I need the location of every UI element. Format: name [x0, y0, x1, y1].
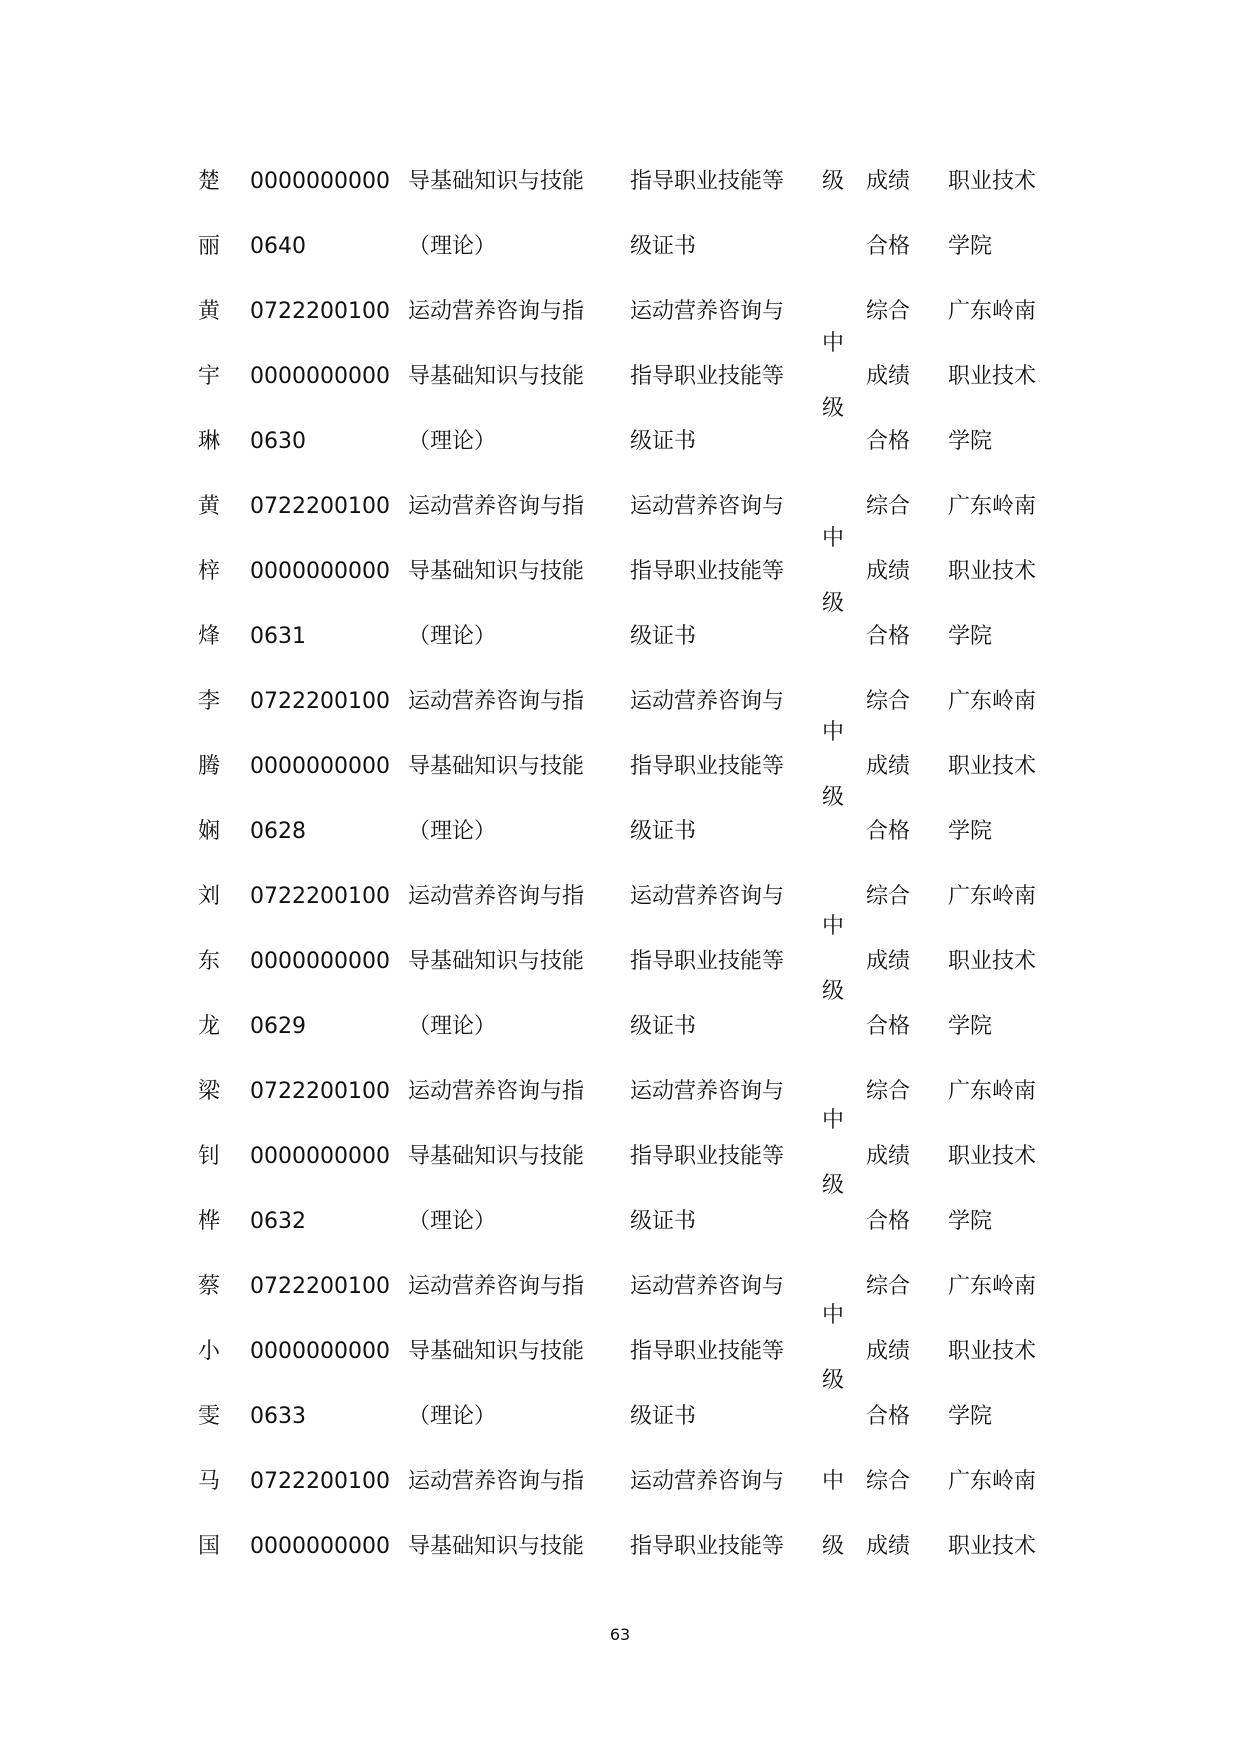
cell-module-name: （理论）	[408, 1014, 497, 1039]
cell-result: 合格	[866, 624, 911, 649]
cell-school: 学院	[948, 1014, 993, 1039]
cell-code: 0633	[250, 1404, 306, 1429]
cell-result: 合格	[866, 429, 911, 454]
cell-module-name: 导基础知识与技能	[408, 1534, 585, 1559]
cell-name-char: 梁	[198, 1079, 221, 1104]
cell-name-char: 桦	[198, 1209, 221, 1234]
cell-school: 职业技术	[948, 169, 1037, 194]
cell-code: 0000000000	[250, 1339, 390, 1364]
cell-name-char: 小	[198, 1339, 221, 1364]
cell-name-char: 宇	[198, 364, 221, 389]
cell-certificate-name: 运动营养咨询与	[630, 884, 785, 909]
cell-level: 级	[822, 396, 845, 421]
cell-certificate-name: 级证书	[630, 429, 697, 454]
cell-result: 综合	[866, 884, 911, 909]
cell-result: 综合	[866, 1469, 911, 1494]
cell-result: 合格	[866, 1209, 911, 1234]
cell-level: 中	[822, 1469, 845, 1494]
cell-result: 综合	[866, 1079, 911, 1104]
cell-result: 成绩	[866, 1144, 911, 1169]
cell-module-name: 导基础知识与技能	[408, 949, 585, 974]
cell-name-char: 黄	[198, 299, 221, 324]
cell-level: 中	[822, 526, 845, 551]
cell-school: 学院	[948, 819, 993, 844]
cell-school: 职业技术	[948, 754, 1037, 779]
cell-name-char: 李	[198, 689, 221, 714]
cell-module-name: （理论）	[408, 234, 497, 259]
cell-name-char: 丽	[198, 234, 221, 259]
cell-name-char: 雯	[198, 1404, 221, 1429]
cell-result: 成绩	[866, 1339, 911, 1364]
cell-module-name: 导基础知识与技能	[408, 559, 585, 584]
cell-school: 学院	[948, 624, 993, 649]
cell-code: 0000000000	[250, 754, 390, 779]
cell-name-char: 国	[198, 1534, 221, 1559]
cell-module-name: 导基础知识与技能	[408, 1144, 585, 1169]
cell-certificate-name: 指导职业技能等	[630, 949, 785, 974]
cell-result: 合格	[866, 819, 911, 844]
cell-name-char: 娴	[198, 819, 221, 844]
cell-certificate-name: 运动营养咨询与	[630, 1079, 785, 1104]
cell-result: 成绩	[866, 754, 911, 779]
cell-module-name: （理论）	[408, 819, 497, 844]
cell-name-char: 龙	[198, 1014, 221, 1039]
cell-name-char: 东	[198, 949, 221, 974]
cell-module-name: 运动营养咨询与指	[408, 1469, 585, 1494]
cell-certificate-name: 指导职业技能等	[630, 1339, 785, 1364]
cell-code: 0000000000	[250, 169, 390, 194]
cell-school: 职业技术	[948, 559, 1037, 584]
cell-result: 成绩	[866, 169, 911, 194]
cell-code: 0000000000	[250, 559, 390, 584]
cell-module-name: 导基础知识与技能	[408, 364, 585, 389]
cell-code: 0722200100	[250, 1079, 390, 1104]
cell-certificate-name: 指导职业技能等	[630, 754, 785, 779]
cell-certificate-name: 级证书	[630, 1209, 697, 1234]
cell-result: 综合	[866, 1274, 911, 1299]
cell-result: 合格	[866, 1014, 911, 1039]
cell-school: 职业技术	[948, 1339, 1037, 1364]
cell-school: 职业技术	[948, 949, 1037, 974]
cell-name-char: 楚	[198, 169, 221, 194]
cell-module-name: 导基础知识与技能	[408, 169, 585, 194]
cell-level: 级	[822, 591, 845, 616]
cell-name-char: 腾	[198, 754, 221, 779]
cell-result: 合格	[866, 1404, 911, 1429]
cell-certificate-name: 指导职业技能等	[630, 1534, 785, 1559]
cell-school: 广东岭南	[948, 299, 1037, 324]
cell-school: 广东岭南	[948, 1469, 1037, 1494]
cell-module-name: 导基础知识与技能	[408, 1339, 585, 1364]
cell-code: 0640	[250, 234, 306, 259]
cell-certificate-name: 级证书	[630, 624, 697, 649]
cell-result: 综合	[866, 299, 911, 324]
cell-module-name: 运动营养咨询与指	[408, 299, 585, 324]
cell-module-name: 运动营养咨询与指	[408, 884, 585, 909]
cell-level: 中	[822, 1108, 845, 1133]
cell-school: 学院	[948, 1209, 993, 1234]
cell-school: 广东岭南	[948, 494, 1037, 519]
cell-result: 综合	[866, 689, 911, 714]
cell-certificate-name: 运动营养咨询与	[630, 689, 785, 714]
cell-name-char: 琳	[198, 429, 221, 454]
cell-module-name: （理论）	[408, 624, 497, 649]
cell-level: 中	[822, 1303, 845, 1328]
cell-name-char: 黄	[198, 494, 221, 519]
cell-code: 0630	[250, 429, 306, 454]
cell-result: 综合	[866, 494, 911, 519]
cell-name-char: 刘	[198, 884, 221, 909]
cell-certificate-name: 级证书	[630, 234, 697, 259]
cell-certificate-name: 运动营养咨询与	[630, 299, 785, 324]
cell-level: 级	[822, 979, 845, 1004]
cell-school: 广东岭南	[948, 689, 1037, 714]
cell-level: 级	[822, 785, 845, 810]
cell-code: 0722200100	[250, 1469, 390, 1494]
cell-level: 级	[822, 1368, 845, 1393]
cell-code: 0632	[250, 1209, 306, 1234]
cell-school: 广东岭南	[948, 1079, 1037, 1104]
cell-result: 成绩	[866, 1534, 911, 1559]
cell-certificate-name: 指导职业技能等	[630, 1144, 785, 1169]
cell-result: 成绩	[866, 364, 911, 389]
cell-module-name: 运动营养咨询与指	[408, 1274, 585, 1299]
cell-result: 成绩	[866, 949, 911, 974]
cell-level: 级	[822, 169, 845, 194]
cell-code: 0000000000	[250, 1144, 390, 1169]
cell-code: 0722200100	[250, 689, 390, 714]
cell-module-name: 运动营养咨询与指	[408, 689, 585, 714]
cell-code: 0722200100	[250, 1274, 390, 1299]
cell-name-char: 钊	[198, 1144, 221, 1169]
cell-school: 职业技术	[948, 364, 1037, 389]
cell-code: 0000000000	[250, 949, 390, 974]
cell-name-char: 梓	[198, 559, 221, 584]
cell-code: 0629	[250, 1014, 306, 1039]
cell-result: 成绩	[866, 559, 911, 584]
cell-code: 0000000000	[250, 364, 390, 389]
cell-code: 0722200100	[250, 884, 390, 909]
cell-school: 学院	[948, 234, 993, 259]
cell-module-name: （理论）	[408, 429, 497, 454]
cell-code: 0628	[250, 819, 306, 844]
cell-school: 职业技术	[948, 1534, 1037, 1559]
cell-module-name: 导基础知识与技能	[408, 754, 585, 779]
cell-result: 合格	[866, 234, 911, 259]
cell-module-name: 运动营养咨询与指	[408, 494, 585, 519]
cell-module-name: 运动营养咨询与指	[408, 1079, 585, 1104]
cell-code: 0000000000	[250, 1534, 390, 1559]
cell-code: 0722200100	[250, 494, 390, 519]
cell-school: 广东岭南	[948, 1274, 1037, 1299]
cell-certificate-name: 指导职业技能等	[630, 364, 785, 389]
cell-level: 中	[822, 331, 845, 356]
cell-level: 中	[822, 914, 845, 939]
cell-certificate-name: 指导职业技能等	[630, 559, 785, 584]
cell-name-char: 蔡	[198, 1274, 221, 1299]
cell-school: 职业技术	[948, 1144, 1037, 1169]
cell-level: 中	[822, 720, 845, 745]
cell-code: 0722200100	[250, 299, 390, 324]
cell-name-char: 烽	[198, 624, 221, 649]
cell-certificate-name: 级证书	[630, 1404, 697, 1429]
cell-certificate-name: 运动营养咨询与	[630, 1469, 785, 1494]
cell-certificate-name: 指导职业技能等	[630, 169, 785, 194]
page-number: 63	[609, 1625, 631, 1644]
cell-code: 0631	[250, 624, 306, 649]
cell-school: 学院	[948, 429, 993, 454]
cell-certificate-name: 运动营养咨询与	[630, 494, 785, 519]
cell-certificate-name: 级证书	[630, 1014, 697, 1039]
cell-module-name: （理论）	[408, 1209, 497, 1234]
cell-certificate-name: 级证书	[630, 819, 697, 844]
cell-level: 级	[822, 1534, 845, 1559]
cell-level: 级	[822, 1173, 845, 1198]
cell-module-name: （理论）	[408, 1404, 497, 1429]
cell-name-char: 马	[198, 1469, 221, 1494]
cell-school: 学院	[948, 1404, 993, 1429]
cell-certificate-name: 运动营养咨询与	[630, 1274, 785, 1299]
cell-school: 广东岭南	[948, 884, 1037, 909]
